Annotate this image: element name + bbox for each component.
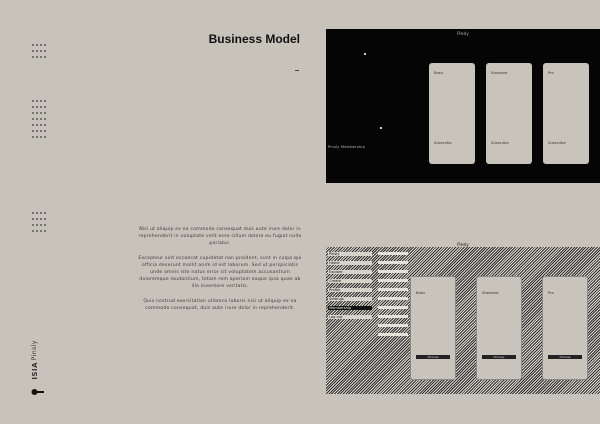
paragraph: Quis nostrud exercitation ullamco laboris nisi ut aliquip ex ea commodo consequat, duis aute irure dolor in reprehenderit.: [143, 299, 297, 311]
menu-item[interactable]: Create: [328, 279, 372, 283]
list-placeholder: [378, 252, 408, 342]
paragraph: Nisi ut aliquip ex ea commodo consequat duis aute irure dolor in reprehenderit in voluptate velit esse cillum dolore eu fugiat nulla pariatur.: [138, 227, 302, 246]
plan-name: Standard: [491, 71, 508, 75]
plan-name: Basic: [416, 291, 426, 295]
choose-button[interactable]: Choose: [416, 355, 450, 359]
choose-button[interactable]: Choose: [548, 355, 582, 359]
menu-item[interactable]: Pinsly: [328, 252, 372, 256]
menu-item-active[interactable]: Membership: [328, 306, 372, 310]
title-divider: [295, 70, 299, 71]
plan-name: Basic: [434, 71, 444, 75]
membership-screenshot-dark: [326, 29, 600, 183]
subscribe-button[interactable]: Subscribe: [548, 141, 566, 145]
side-label: ISIA: [31, 362, 39, 380]
plan-name: Standard: [482, 291, 499, 295]
panel-header: Pinsly: [457, 31, 469, 36]
plan-card[interactable]: [486, 63, 532, 164]
side-deco: [32, 44, 46, 62]
key-icon: [31, 388, 45, 396]
decor-dot: [364, 53, 366, 55]
paragraph: Excepteur sint occaecat cupidatat non proident, sunt in culpa qui officia deserunt mollit anim id est laborum. Sed ut perspiciatis unde omnis iste natus error sit voluptatem accusantium doloremque laudantium, totam rem aperiam eaque ipsa quae ab illo inventore veritatis.: [138, 256, 302, 289]
menu-item[interactable]: Log out: [328, 315, 372, 319]
page-title: Business Model: [208, 32, 300, 46]
plan-card[interactable]: [543, 63, 589, 164]
subscribe-button[interactable]: Subscribe: [491, 141, 509, 145]
plan-name: Pro: [548, 71, 554, 75]
plan-name: Pro: [548, 291, 554, 295]
plan-card[interactable]: [429, 63, 475, 164]
menu-item[interactable]: Explore: [328, 270, 372, 274]
menu-item[interactable]: Profile: [328, 288, 372, 292]
plan-card[interactable]: [542, 276, 588, 380]
side-margin: [28, 40, 50, 400]
membership-screenshot-pattern: [326, 242, 600, 394]
panel-header: Pinsly: [326, 242, 600, 247]
decor-dot: [380, 127, 382, 129]
plan-card[interactable]: [476, 276, 522, 380]
menu-item[interactable]: Settings: [328, 297, 372, 301]
plan-card[interactable]: [410, 276, 456, 380]
side-deco: [32, 212, 46, 236]
panel-footer: Pinsly Membership: [328, 145, 366, 149]
side-deco: [32, 100, 46, 142]
choose-button[interactable]: Choose: [482, 355, 516, 359]
subscribe-button[interactable]: Subscribe: [434, 141, 452, 145]
menu-item[interactable]: Home: [328, 261, 372, 265]
side-sub-label: Pinsly: [31, 340, 38, 361]
sidebar-menu: [328, 252, 372, 324]
body-text: [136, 226, 304, 320]
